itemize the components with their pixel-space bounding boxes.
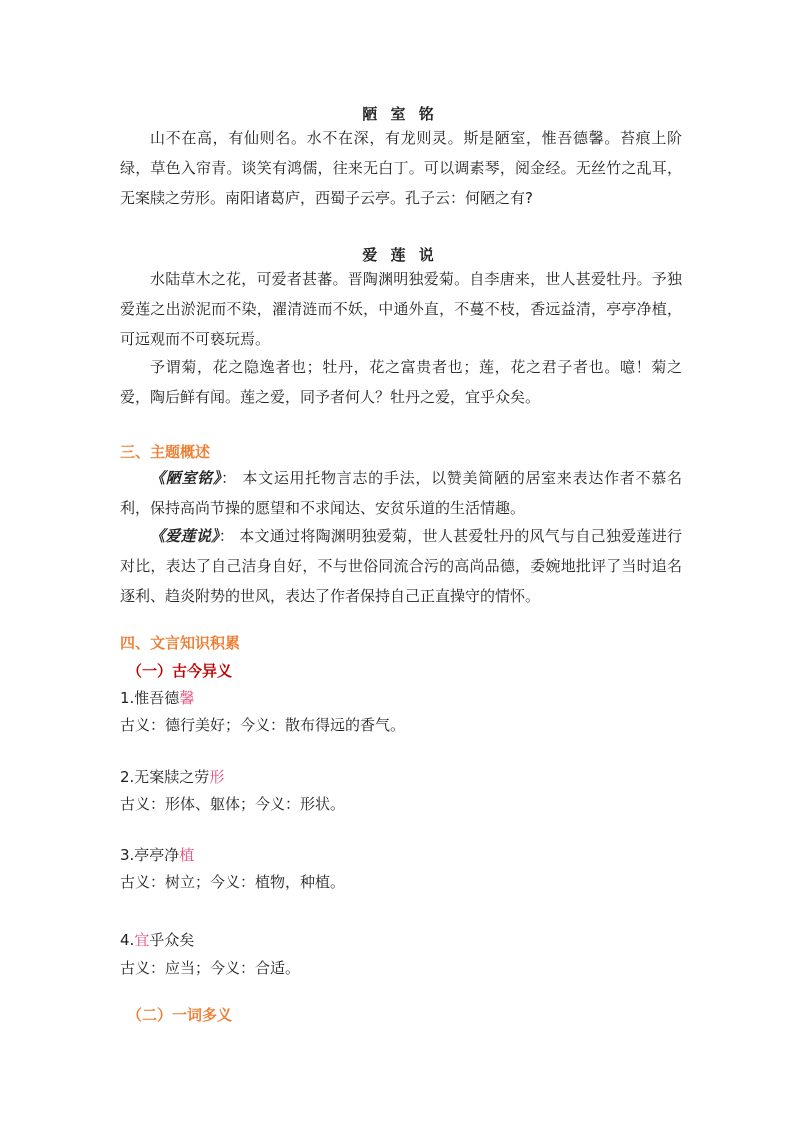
item4-prefix: 4.	[120, 931, 135, 949]
item3-line	[120, 844, 194, 866]
item2-line	[120, 766, 224, 788]
poem1-body: 山不在高，有仙则名。水不在深，有龙则灵。斯是陋室，惟吾德馨。苔痕上阶绿，草色入帘青。谈笑有鸿儒，往来无白丁。可以调素琴，阅金经。无丝竹之乱耳，无案牍之劳形。南阳诸葛庐，西蜀子云亭。孔子云：何陋之有?	[120, 129, 682, 207]
item3-prefix: 3.亭亭净	[120, 846, 180, 864]
item2-word: 形	[209, 768, 225, 786]
section3-heading: 三、主题概述	[120, 443, 211, 461]
poem2-title: 爱 莲 说	[362, 246, 438, 264]
section3-item2-title: 《爱莲说》	[150, 527, 219, 545]
poem2-body1: 水陆草木之花，可爱者甚蕃。晋陶渊明独爱菊。自李唐来，世人甚爱牡丹。予独爱莲之出淤泥而不染，濯清涟而不妖，中通外直，不蔓不枝，香远益清，亭亭净植，可远观而不可亵玩焉。	[120, 270, 682, 348]
item1-prefix: 1.惟吾德	[120, 689, 180, 707]
item2-meaning: 古义：形体、躯体；今义：形状。	[120, 795, 346, 813]
section3-item2-text: ： 本文通过将陶渊明独爱菊，世人甚爱牡丹的风气与自己独爱莲进行对比，表达了自己洁身自好，不与世俗同流合污的高尚品德，委婉地批评了当时追名逐利、趋炎附势的世风，表达了作者保持自己正直操守的情怀。	[120, 527, 682, 605]
item3-word: 植	[179, 846, 195, 864]
section3-item1-title: 《陋室铭》	[150, 469, 222, 487]
section4-heading: 四、文言知识积累	[120, 634, 241, 652]
section4-sub2: （二）一词多义	[127, 1006, 233, 1024]
item4-line	[120, 929, 194, 951]
item4-meaning: 古义：应当；今义：合适。	[120, 959, 301, 977]
item1-meaning: 古义：德行美好；今义：散布得远的香气。	[120, 716, 406, 734]
item3-meaning: 古义：树立；今义：植物，种植。	[120, 873, 346, 891]
item4-suffix: 乎众矣	[149, 931, 195, 949]
poem2-body2: 予谓菊，花之隐逸者也；牡丹，花之富贵者也；莲，花之君子者也。噫！菊之爱，陶后鲜有闻。莲之爱，同予者何人？牡丹之爱，宜乎众矣。	[120, 358, 682, 406]
item4-word: 宜	[134, 931, 150, 949]
poem1-title: 陋 室 铭	[362, 105, 438, 123]
item1-line	[120, 687, 194, 709]
item1-word: 馨	[179, 689, 195, 707]
section3-item1-text: ： 本文运用托物言志的手法，以赞美简陋的居室来表达作者不慕名利，保持高尚节操的愿望和不求闻达、安贫乐道的生活情趣。	[120, 469, 682, 517]
section3-item1	[120, 463, 682, 523]
section4-sub1: （一）古今异义	[127, 662, 233, 680]
item2-prefix: 2.无案牍之劳	[120, 768, 210, 786]
section3-item2	[120, 521, 682, 611]
